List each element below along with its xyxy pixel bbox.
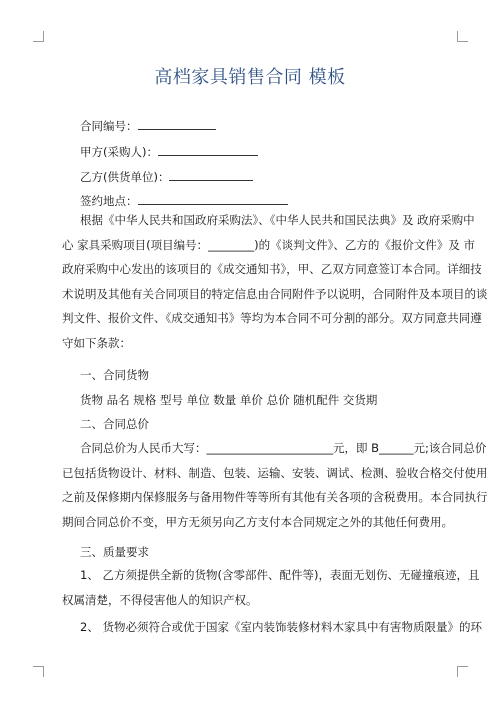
place-label: 签约地点：	[80, 194, 138, 208]
section-3-item-1-line: 权属清楚，不得侵害他人的知识产权。	[62, 592, 258, 607]
document-title: 高档家具销售合同 模板	[154, 67, 346, 88]
crop-mark-top-left	[33, 31, 44, 42]
section-3-item-2	[80, 615, 482, 640]
party-a-field	[80, 143, 258, 160]
section-3-item-2-line: 2、 货物必须符合或优于国家《室内装饰装修材料木家具中有害物质限量》的环	[80, 620, 482, 634]
section-3-heading: 三、质量要求	[80, 545, 149, 559]
section-2-line: 合同总价为人民币大写：______________________元，即 B______元;该合同总价	[80, 441, 487, 455]
intro-line: 术说明及其他有关合同项目的特定信息由合同附件予以说明，合同附件及本项目的谈	[62, 286, 488, 301]
section-2-line: 之前及保修期内保修服务与备用物件等等所有其他有关各项的含税费用。本合同执行	[62, 490, 488, 504]
party-b-blank	[169, 168, 253, 181]
intro-line: 政府采购中心发出的该项目的《成交通知书》，甲、乙双方同意签订本合同。详细技	[62, 262, 482, 276]
intro-line: 根据《中华人民共和国政府采购法》、《中华人民共和国民法典》及 政府采购中	[80, 213, 475, 227]
contract-no-field	[80, 117, 216, 134]
section-2-line: 期间合同总价不变，甲方无须另向乙方支付本合同规定之外的其他任何费用。	[62, 514, 453, 529]
party-a-blank	[158, 143, 258, 156]
section-1-body: 货物 品名 规格 型号 单位 数量 单价 总价 随机配件 交货期	[80, 393, 378, 407]
contract-no-label: 合同编号：	[80, 119, 138, 133]
section-2-heading: 二、合同总价	[80, 417, 149, 431]
section-1-heading: 一、合同货物	[80, 368, 149, 382]
section-3-item-1	[62, 563, 480, 612]
party-a-label: 甲方(采购人)：	[80, 145, 158, 159]
place-blank	[138, 192, 288, 205]
section-3-item-1-line: 1、 乙方须提供全新的货物(含零部件、配件等)，表面无划伤、无碰撞痕迹，且	[80, 568, 480, 582]
section-2-line: 已包括货物设计、材料、制造、包装、运输、安装、调试、检测、验收合格交付使用	[62, 465, 488, 480]
crop-mark-bottom-left	[33, 666, 44, 677]
party-b-label: 乙方(供货单位)：	[80, 170, 170, 184]
place-field	[80, 192, 288, 209]
crop-mark-bottom-right	[457, 666, 468, 677]
intro-line: 判文件、报价文件、《成交通知书》等均为本合同不可分割的部分。双方同意共同遵	[62, 311, 482, 325]
contract-no-blank	[138, 117, 216, 130]
party-b-field	[80, 168, 253, 185]
section-2-paragraph	[62, 436, 488, 534]
intro-line: 心 家具采购项目(项目编号：________)的《谈判文件》、乙方的《报价文件》及 市	[62, 237, 476, 252]
intro-line: 守如下条款：	[62, 335, 131, 350]
crop-mark-top-right	[457, 31, 468, 42]
intro-paragraph	[62, 208, 488, 355]
